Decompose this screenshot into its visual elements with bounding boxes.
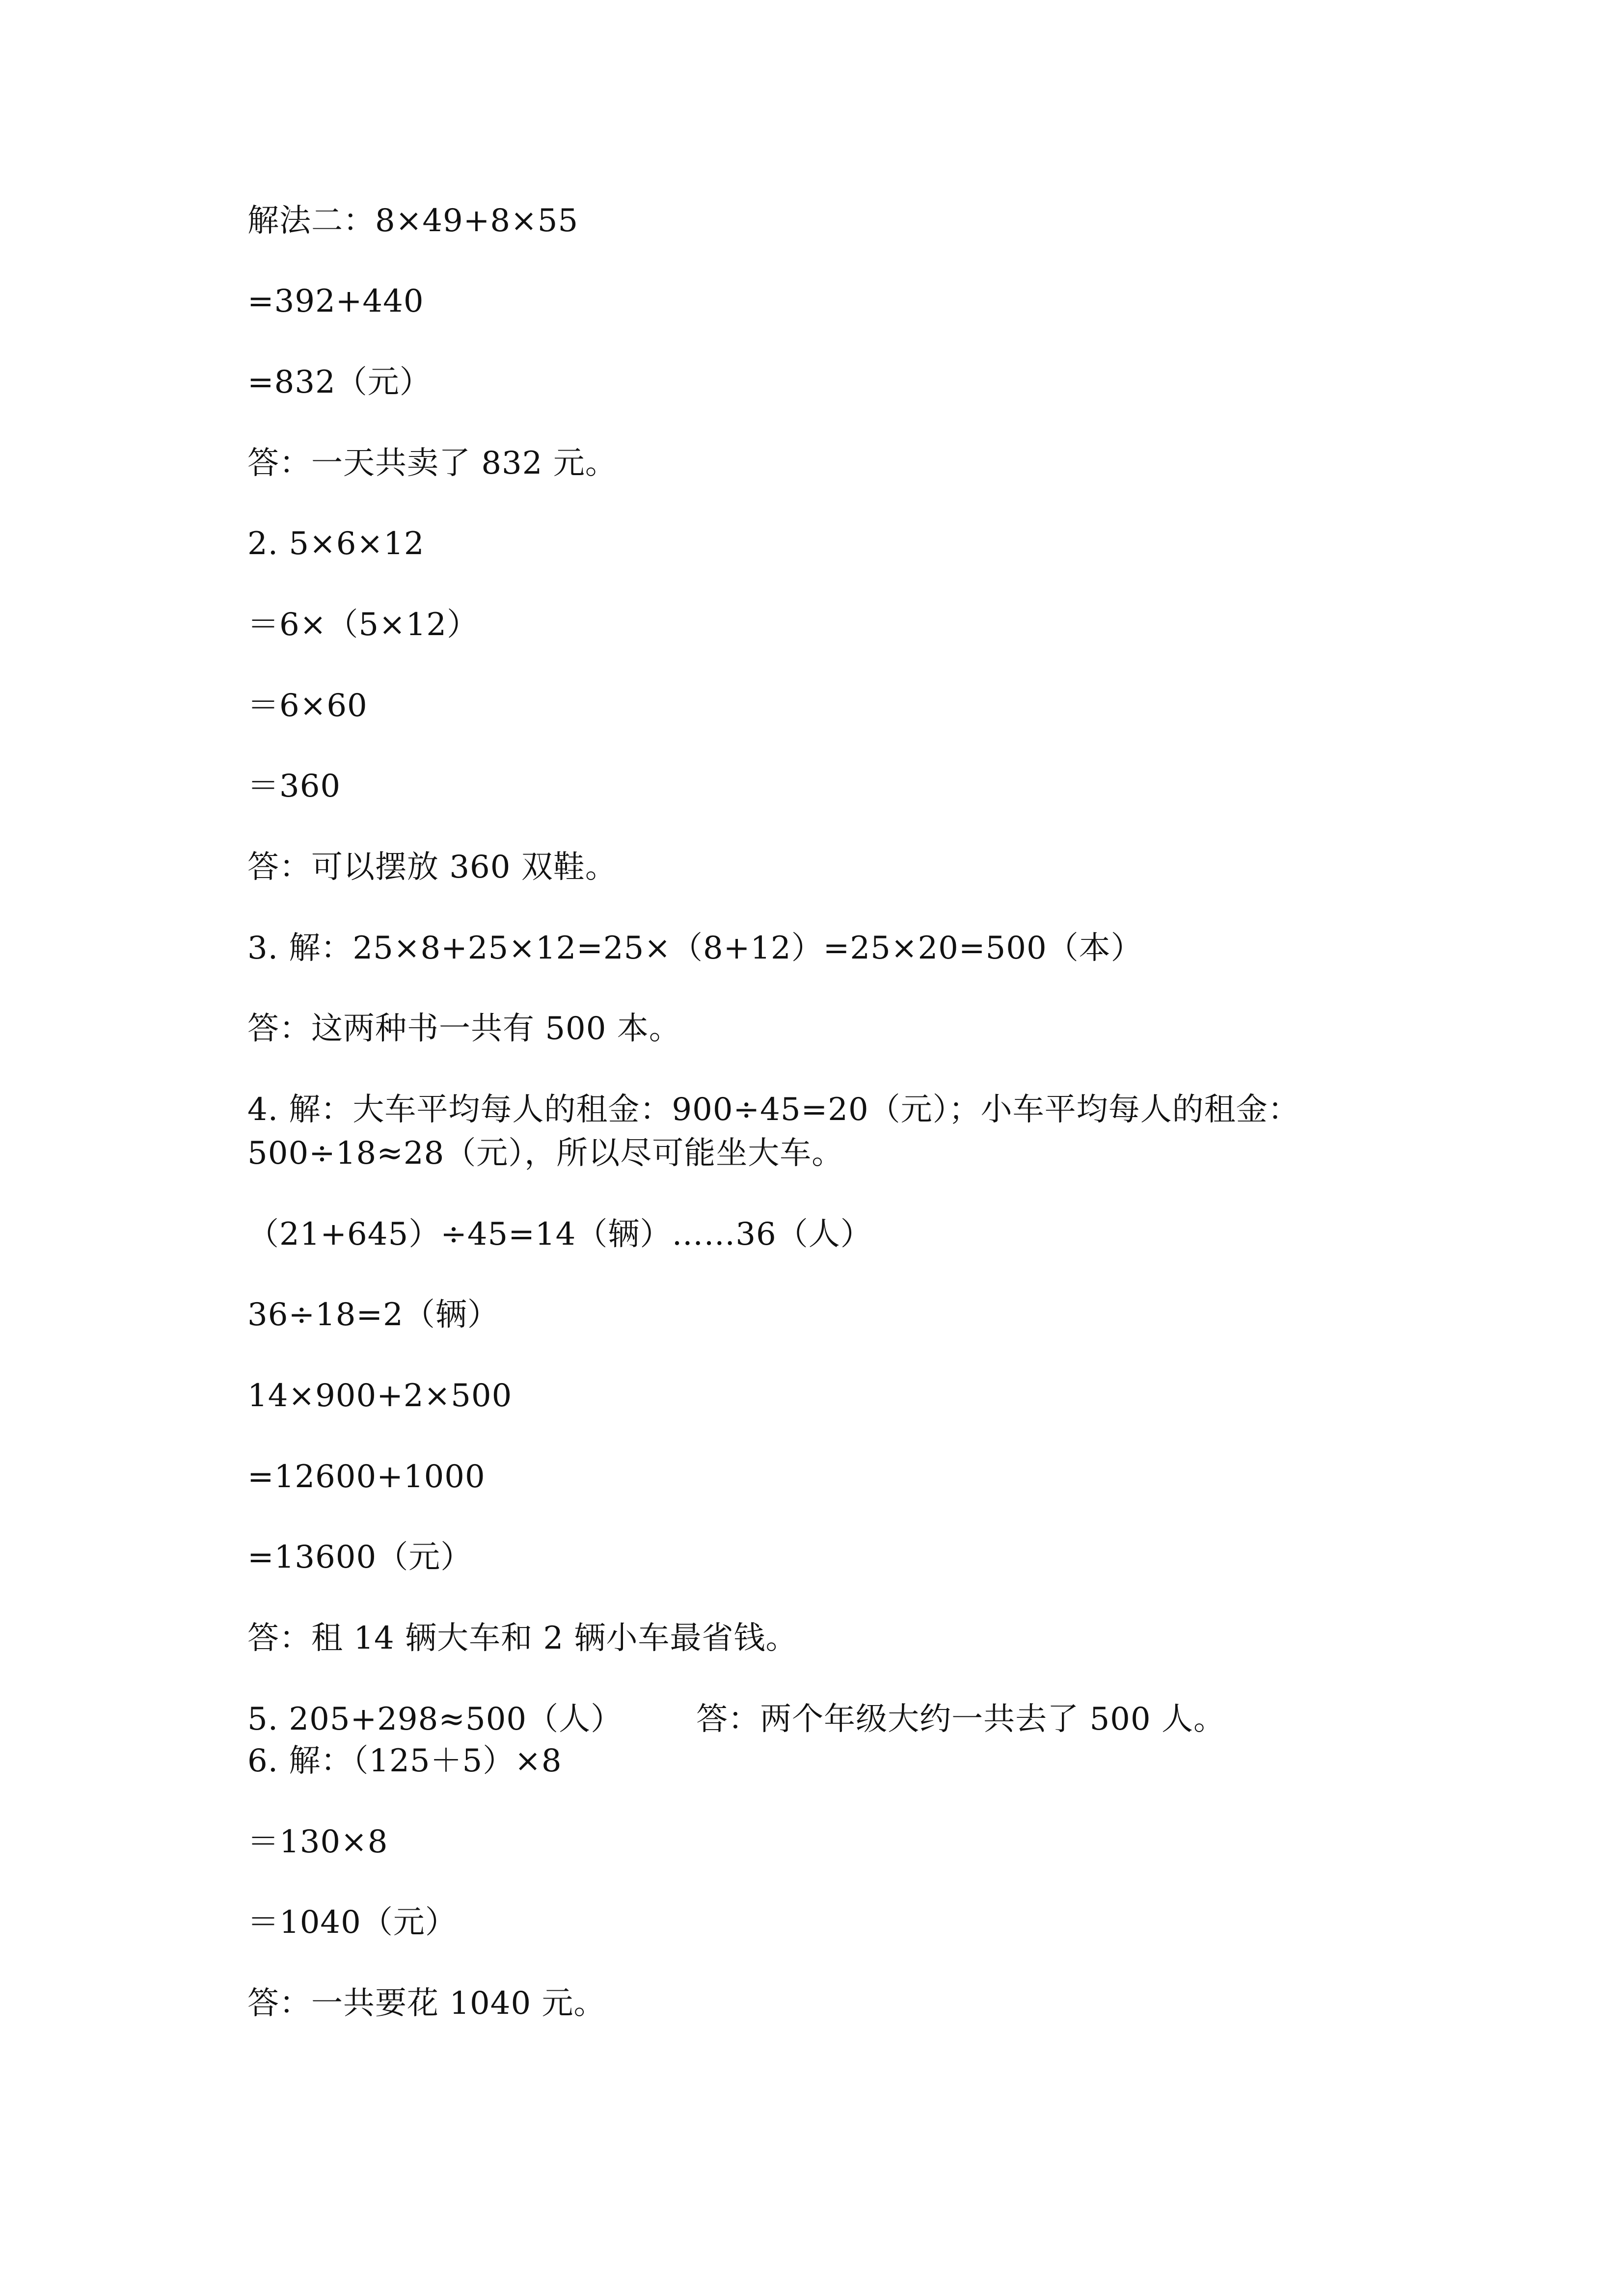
answer-line: 答：一共要花 1040 元。 <box>247 1985 606 2022</box>
calc-line: 14×900+2×500 <box>247 1378 513 1414</box>
answer-line: 答：这两种书一共有 500 本。 <box>247 1011 681 1047</box>
answer-line: 答：可以摆放 360 双鞋。 <box>247 849 617 885</box>
calc-line: =12600+1000 <box>247 1459 486 1495</box>
problem-4-continuation-line: 500÷18≈28（元），所以尽可能坐大车。 <box>247 1135 844 1172</box>
calc-line: ＝360 <box>247 768 341 804</box>
calc-line: （21+645）÷45=14（辆）……36（人） <box>247 1216 872 1253</box>
solution-method-two-line: 解法二：8×49+8×55 <box>247 203 579 239</box>
calc-line: =392+440 <box>247 283 424 320</box>
calc-line: =13600（元） <box>247 1539 473 1575</box>
problem-5-answer: 答：两个年级大约一共去了 500 人。 <box>696 1701 1225 1737</box>
problem-2-line: 2. 5×6×12 <box>247 526 425 562</box>
calc-line: ＝6×（5×12） <box>247 607 479 643</box>
problem-4-line: 4. 解：大车平均每人的租金：900÷45=20（元）；小车平均每人的租金： <box>247 1092 1300 1128</box>
calc-line: =832（元） <box>247 364 432 400</box>
problem-5-calc: 5. 205+298≈500（人） <box>247 1701 623 1737</box>
calc-line: ＝130×8 <box>247 1824 388 1860</box>
problem-6-line: 6. 解：（125＋5）×8 <box>247 1743 562 1779</box>
answer-line: 答：租 14 辆大车和 2 辆小车最省钱。 <box>247 1620 798 1656</box>
problem-5-line <box>247 1699 1225 1740</box>
answer-line: 答：一天共卖了 832 元。 <box>247 445 617 481</box>
problem-3-line: 3. 解：25×8+25×12=25×（8+12）=25×20=500（本） <box>247 930 1143 966</box>
calc-line: ＝1040（元） <box>247 1904 457 1941</box>
calc-line: 36÷18=2（辆） <box>247 1297 499 1333</box>
calc-line: ＝6×60 <box>247 688 368 724</box>
